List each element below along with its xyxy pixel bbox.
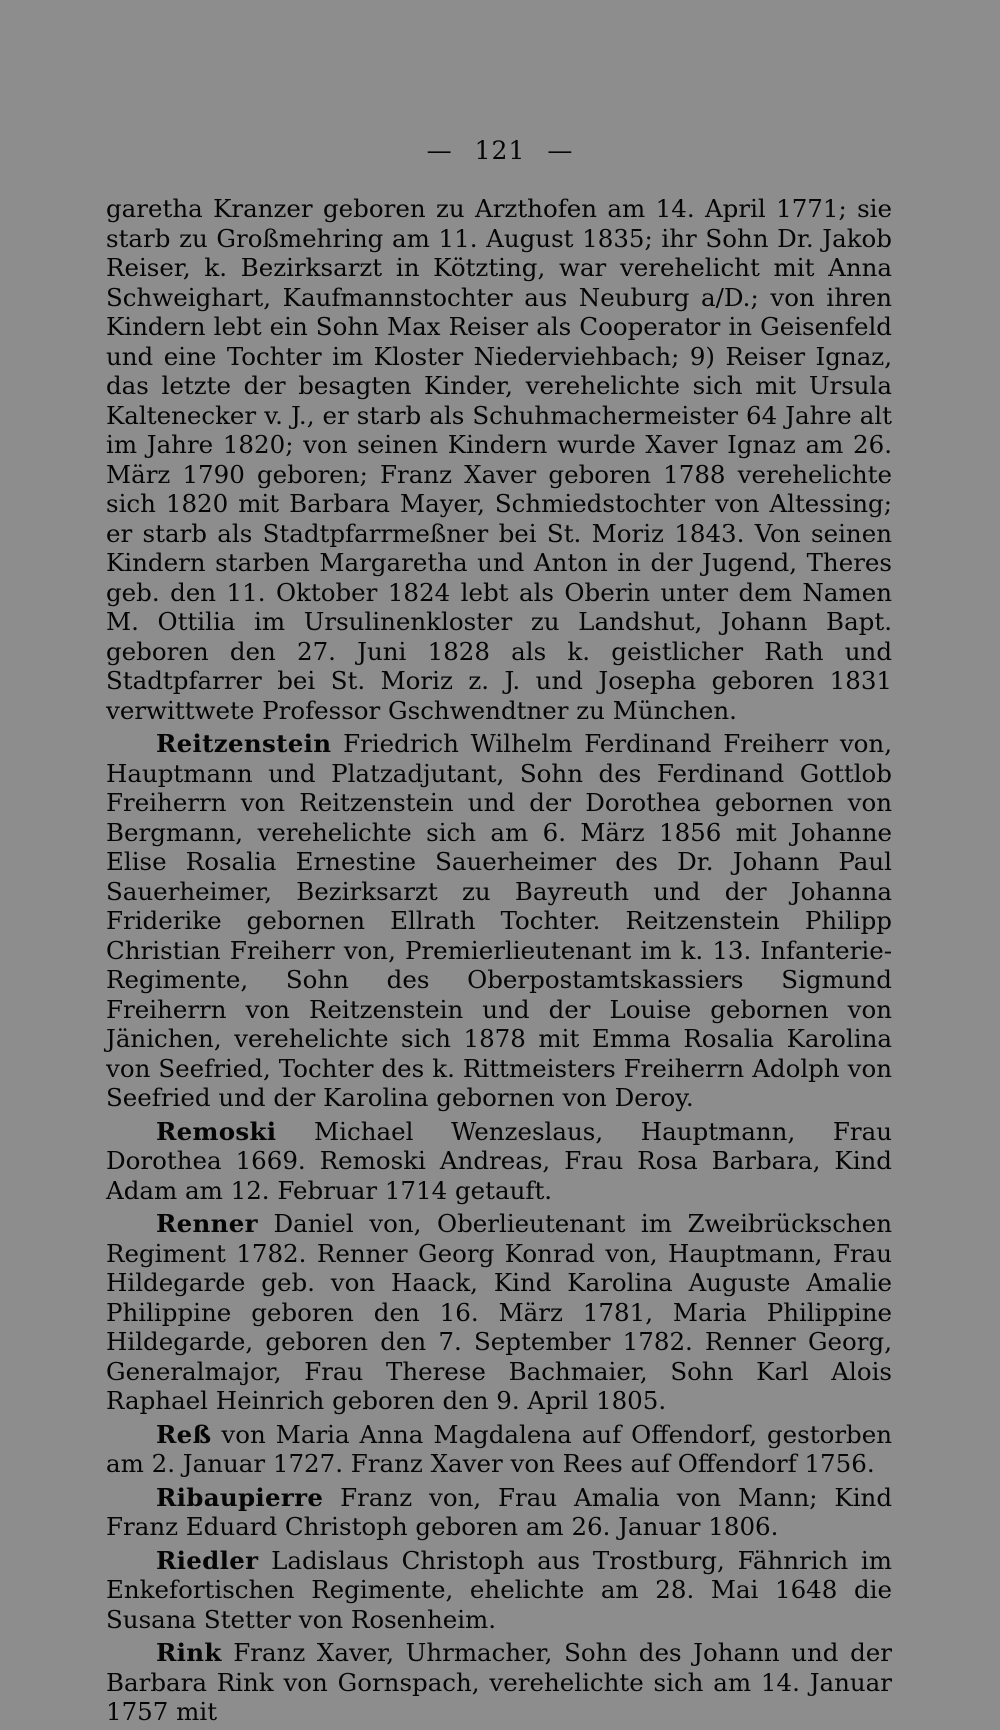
- entry-surname: Remoski: [156, 1116, 277, 1146]
- entry-text: Franz von, Frau Amalia von Mann; Kind Franz Eduard Christoph geboren am 26. Januar 1806.: [106, 1482, 892, 1541]
- page-header: [0, 136, 1000, 165]
- entry-rink: [106, 1638, 892, 1727]
- paragraph-text: garetha Kranzer geboren zu Arzthofen am 14. April 1771; sie starb zu Großmehring am 11. August 1835; ihr Sohn Dr. Jakob Reiser, k. Bezirksarzt in Kötzting, war verehelicht mit Anna Schweighart, Kaufmannstochter aus Neuburg a/D.; von ihren Kindern lebt ein Sohn Max Reiser als Cooperator in Geisenfeld und eine Tochter im Kloster Niederviehbach; 9) Reiser Ignaz, das letzte der besagten Kinder, verehelichte sich mit Ursula Kaltenecker v. J., er starb als Schuhmachermeister 64 Jahre alt im Jahre 1820; von seinen Kindern wurde Xaver Ignaz am 26. März 1790 geboren; Franz Xaver geboren 1788 verehelichte sich 1820 mit Barbara Mayer, Schmiedstochter von Altessing; er starb als Stadtpfarrmeßner bei St. Moriz 1843. Von seinen Kindern starben Margaretha und Anton in der Jugend, Theres geb. den 11. Oktober 1824 lebt als Oberin unter dem Namen M. Ottilia im Ursulinenkloster zu Landshut, Johann Bapt. geboren den 27. Juni 1828 als k. geistlicher Rath und Stadtpfarrer bei St. Moriz z. J. und Josepha geboren 1831 verwittwete Professor Gschwendtner zu München.: [106, 194, 892, 725]
- entry-riedler: [106, 1546, 892, 1635]
- entry-reitzenstein: [106, 729, 892, 1113]
- entry-text: Daniel von, Oberlieutenant im Zweibrückschen Regiment 1782. Renner Georg Konrad von, Hauptmann, Frau Hildegarde geb. von Haack, Kind Karolina Auguste Amalie Philippine geboren den 16. März 1781, Maria Philippine Hildegarde, geboren den 7. September 1782. Renner Georg, Generalmajor, Frau Therese Bachmaier, Sohn Karl Alois Raphael Heinrich geboren den 9. April 1805.: [106, 1209, 892, 1415]
- entry-surname: Riedler: [156, 1545, 259, 1575]
- header-dash-right: —: [547, 136, 574, 165]
- entry-ribaupierre: [106, 1483, 892, 1542]
- paragraph-continuation: [106, 194, 892, 725]
- entry-renner: [106, 1209, 892, 1416]
- entry-text: Ladislaus Christoph aus Trostburg, Fähnrich im Enkefortischen Regimente, ehelichte am 28. Mai 1648 die Susana Stetter von Rosenheim.: [106, 1545, 892, 1634]
- entry-surname: Reß: [156, 1419, 212, 1449]
- entry-surname: Ribaupierre: [156, 1482, 324, 1512]
- entry-text: Friedrich Wilhelm Ferdinand Freiherr von, Hauptmann und Platzadjutant, Sohn des Ferdinand Gottlob Freiherrn von Reitzenstein und der Dorothea gebornen von Bergmann, verehelichte sich am 6. März 1856 mit Johanne Elise Rosalia Ernestine Sauerheimer des Dr. Johann Paul Sauerheimer, Bezirksarzt zu Bayreuth und der Johanna Friderike gebornen Ellrath Tochter. Reitzenstein Philipp Christian Freiherr von, Premierlieutenant im k. 13. Infanterie-Regimente, Sohn des Oberpostamtskassiers Sigmund Freiherrn von Reitzenstein und der Louise gebornen von Jänichen, verehelichte sich 1878 mit Emma Rosalia Karolina von Seefried, Tochter des k. Rittmeisters Freiherrn Adolph von Seefried und der Karolina gebornen von Deroy.: [106, 729, 892, 1112]
- entry-surname: Rink: [156, 1638, 222, 1667]
- entry-surname: Renner: [156, 1209, 258, 1238]
- entry-surname: Reitzenstein: [156, 729, 332, 758]
- entry-text: von Maria Anna Magdalena auf Offendorf, gestorben am 2. Januar 1727. Franz Xaver von Rees auf Offendorf 1756.: [106, 1419, 892, 1478]
- header-dash-left: —: [426, 136, 453, 165]
- page-number: 121: [474, 136, 526, 165]
- entry-ress: [106, 1420, 892, 1479]
- body-text: [106, 194, 892, 1730]
- entry-text: Michael Wenzeslaus, Hauptmann, Frau Dorothea 1669. Remoski Andreas, Frau Rosa Barbara, Kind Adam am 12. Februar 1714 getauft.: [106, 1116, 892, 1205]
- entry-remoski: [106, 1117, 892, 1206]
- entry-text: Franz Xaver, Uhrmacher, Sohn des Johann und der Barbara Rink von Gornspach, verehelichte sich am 14. Januar 1757 mit: [106, 1638, 892, 1726]
